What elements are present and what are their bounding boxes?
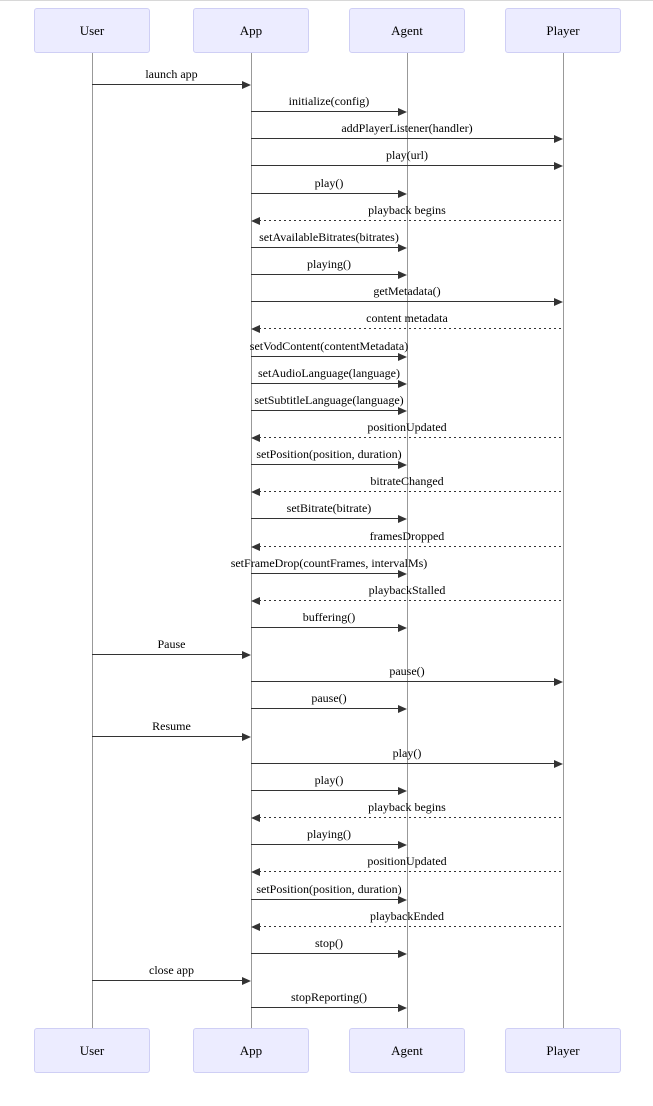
arrowhead-icon [398, 624, 407, 632]
message-label: getMetadata() [373, 284, 441, 298]
message-label: buffering() [302, 610, 356, 624]
return-message-line [259, 926, 563, 927]
arrowhead-icon [554, 298, 563, 306]
message-label: positionUpdated [367, 854, 447, 868]
message-label: setSubtitleLanguage(language) [254, 393, 404, 407]
arrowhead-icon [251, 543, 260, 551]
call-message-line [251, 573, 399, 574]
call-message-line [251, 274, 399, 275]
message-label: play(url) [386, 148, 428, 162]
message-label: setBitrate(bitrate) [286, 501, 372, 515]
message-label: setVodContent(contentMetadata) [249, 339, 409, 353]
message-label: Pause [157, 637, 186, 651]
arrowhead-icon [398, 950, 407, 958]
call-message-line [251, 953, 399, 954]
return-message-line [259, 328, 563, 329]
call-message-line [251, 138, 555, 139]
call-message-line [251, 464, 399, 465]
arrowhead-icon [554, 678, 563, 686]
message-label: content metadata [366, 311, 448, 325]
arrowhead-icon [251, 597, 260, 605]
arrowhead-icon [251, 325, 260, 333]
message-label: stop() [315, 936, 343, 950]
message-label: Resume [152, 719, 191, 733]
message-label: launch app [145, 67, 198, 81]
top-border [0, 0, 653, 1]
arrowhead-icon [251, 868, 260, 876]
arrowhead-icon [242, 977, 251, 985]
message-label: playback begins [368, 203, 446, 217]
call-message-line [251, 111, 399, 112]
arrowhead-icon [398, 380, 407, 388]
message-label: playbackStalled [368, 583, 446, 597]
arrowhead-icon [398, 705, 407, 713]
message-label: initialize(config) [288, 94, 370, 108]
call-message-line [251, 627, 399, 628]
call-message-line [92, 84, 243, 85]
return-message-line [259, 491, 563, 492]
lifeline-user [92, 53, 93, 1028]
call-message-line [251, 899, 399, 900]
return-message-line [259, 817, 563, 818]
arrowhead-icon [398, 461, 407, 469]
arrowhead-icon [398, 190, 407, 198]
arrowhead-icon [398, 353, 407, 361]
call-message-line [251, 301, 555, 302]
arrowhead-icon [554, 162, 563, 170]
message-label: setFrameDrop(countFrames, intervalMs) [230, 556, 428, 570]
arrowhead-icon [251, 434, 260, 442]
participant-box-app-top: App [193, 8, 309, 53]
arrowhead-icon [554, 760, 563, 768]
message-label: playback begins [368, 800, 446, 814]
arrowhead-icon [251, 923, 260, 931]
return-message-line [259, 437, 563, 438]
message-label: play() [314, 773, 344, 787]
arrowhead-icon [242, 733, 251, 741]
call-message-line [251, 356, 399, 357]
return-message-line [259, 600, 563, 601]
arrowhead-icon [398, 407, 407, 415]
call-message-line [251, 844, 399, 845]
message-label: play() [392, 746, 422, 760]
message-label: playing() [307, 827, 351, 841]
message-label: playing() [307, 257, 351, 271]
message-label: addPlayerListener(handler) [341, 121, 473, 135]
arrowhead-icon [251, 488, 260, 496]
arrowhead-icon [398, 570, 407, 578]
participant-box-agent-top: Agent [349, 8, 465, 53]
call-message-line [251, 681, 555, 682]
message-label: stopReporting() [291, 990, 367, 1004]
arrowhead-icon [398, 515, 407, 523]
participant-box-player-top: Player [505, 8, 621, 53]
message-label: close app [149, 963, 194, 977]
return-message-line [259, 220, 563, 221]
message-label: setAudioLanguage(language) [258, 366, 400, 380]
call-message-line [251, 247, 399, 248]
message-label: pause() [311, 691, 347, 705]
call-message-line [251, 1007, 399, 1008]
arrowhead-icon [251, 814, 260, 822]
message-label: setPosition(position, duration) [256, 882, 402, 896]
arrowhead-icon [398, 787, 407, 795]
call-message-line [92, 654, 243, 655]
call-message-line [251, 165, 555, 166]
message-label: setPosition(position, duration) [256, 447, 402, 461]
message-label: setAvailableBitrates(bitrates) [259, 230, 399, 244]
message-label: bitrateChanged [370, 474, 444, 488]
return-message-line [259, 546, 563, 547]
call-message-line [251, 708, 399, 709]
call-message-line [251, 518, 399, 519]
arrowhead-icon [242, 651, 251, 659]
arrowhead-icon [398, 1004, 407, 1012]
arrowhead-icon [554, 135, 563, 143]
arrowhead-icon [398, 108, 407, 116]
arrowhead-icon [398, 244, 407, 252]
call-message-line [251, 790, 399, 791]
call-message-line [251, 410, 399, 411]
call-message-line [92, 736, 243, 737]
return-message-line [259, 871, 563, 872]
participant-box-agent-bottom: Agent [349, 1028, 465, 1073]
message-label: framesDropped [369, 529, 445, 543]
participant-box-user-top: User [34, 8, 150, 53]
message-label: pause() [389, 664, 425, 678]
participant-box-player-bottom: Player [505, 1028, 621, 1073]
call-message-line [251, 193, 399, 194]
message-label: playbackEnded [370, 909, 444, 923]
call-message-line [92, 980, 243, 981]
call-message-line [251, 383, 399, 384]
message-label: positionUpdated [367, 420, 447, 434]
arrowhead-icon [398, 271, 407, 279]
participant-box-app-bottom: App [193, 1028, 309, 1073]
call-message-line [251, 763, 555, 764]
message-label: play() [314, 176, 344, 190]
arrowhead-icon [398, 841, 407, 849]
participant-box-user-bottom: User [34, 1028, 150, 1073]
arrowhead-icon [251, 217, 260, 225]
arrowhead-icon [242, 81, 251, 89]
arrowhead-icon [398, 896, 407, 904]
